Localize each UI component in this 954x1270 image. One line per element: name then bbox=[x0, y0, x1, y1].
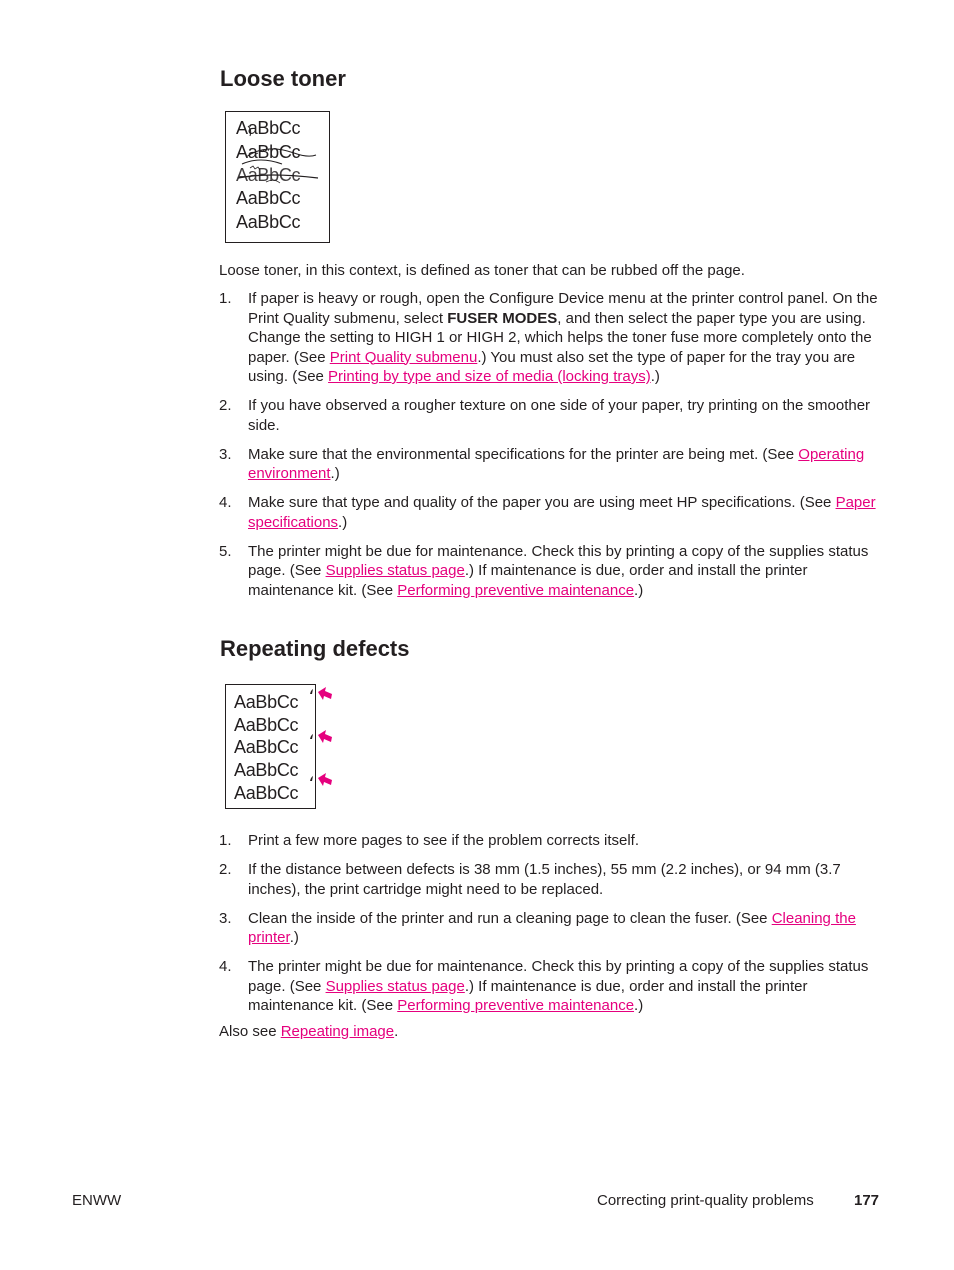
sample-line: AaBbCc bbox=[234, 692, 299, 712]
toner-smear-marks bbox=[226, 112, 329, 242]
link-performing-preventive-maintenance[interactable]: Performing preventive maintenance bbox=[397, 581, 635, 599]
list-item: 1. If paper is heavy or rough, open the Configure Device menu at the printer control panel. On the Print Quality submenu, select FUSER MODES, and then select the paper type you are using. Change the setting to HIGH 1 or HIGH 2, which helps the toner fuse more completely onto the paper. (See Print Quality submenu.) You must also set the type of paper for the tray you are using. (See Printing by type and size of media (locking trays).) bbox=[219, 290, 878, 385]
link-supplies-status-page[interactable]: Supplies status page bbox=[325, 977, 465, 995]
sample-line: AaBbCc bbox=[234, 783, 299, 803]
defect-markers bbox=[300, 684, 336, 794]
link-print-quality-submenu[interactable]: Print Quality submenu bbox=[329, 348, 478, 366]
link-printing-by-type-and-size[interactable]: Printing by type and size of media (locking trays) bbox=[328, 368, 651, 385]
link-paper-specifications[interactable]: Paper specifications bbox=[248, 494, 876, 531]
loose-toner-intro: Loose toner, in this context, is defined as toner that can be rubbed off the page. bbox=[219, 262, 745, 279]
link-supplies-status-page[interactable]: Supplies status page bbox=[325, 562, 465, 579]
list-item: 1. Print a few more pages to see if the problem corrects itself. bbox=[219, 832, 640, 849]
list-item: 3. Make sure that the environmental specifications for the printer are being met. (See Operating environment.) bbox=[219, 445, 865, 482]
link-repeating-image[interactable]: Repeating image bbox=[280, 1023, 395, 1040]
link-performing-preventive-maintenance[interactable]: Performing preventive maintenance bbox=[397, 997, 635, 1014]
loose-toner-steps bbox=[219, 289, 879, 610]
section-heading-loose-toner: Loose toner bbox=[220, 66, 346, 91]
sample-line: AaBbCc bbox=[236, 188, 301, 208]
arrow-left-icon bbox=[318, 773, 332, 786]
sample-line: AaBbCc bbox=[236, 212, 301, 232]
link-operating-environment[interactable]: Operating environment bbox=[248, 445, 865, 482]
list-item: 4. The printer might be due for maintenance. Check this by printing a copy of the supplies status page. (See Supplies status page.) If maintenance is due, order and install the printer maintenance kit. (See Performing preventive maintenance.) bbox=[219, 958, 869, 1014]
repeating-defects-steps bbox=[219, 831, 879, 1025]
list-item: 2. If the distance between defects is 38 mm (1.5 inches), 55 mm (2.2 inches), or 94 mm (3.7 inches), the print cartridge might need to be replaced. bbox=[219, 861, 841, 898]
defect-spot bbox=[310, 776, 313, 781]
list-item: 4. Make sure that type and quality of the paper you are using meet HP specifications. (See Paper specifications.) bbox=[219, 494, 876, 531]
page-number: 177 bbox=[854, 1192, 880, 1209]
also-see-line: Also see Repeating image. bbox=[219, 1023, 399, 1040]
list-item: 3. Clean the inside of the printer and run a cleaning page to clean the fuser. (See Cleaning the printer.) bbox=[219, 909, 856, 946]
link-cleaning-the-printer[interactable]: Cleaning the printer bbox=[248, 909, 856, 946]
sample-line: AaBbCc bbox=[236, 142, 301, 162]
sample-line: AaBbCc bbox=[234, 760, 299, 780]
arrow-left-icon bbox=[318, 730, 332, 743]
defect-spot bbox=[310, 734, 313, 739]
defect-spot bbox=[310, 689, 313, 694]
sample-line: AaBbCc bbox=[234, 715, 299, 735]
sample-line: AaBbCc bbox=[234, 737, 299, 757]
footer-section-title: Correcting print-quality problems bbox=[597, 1192, 814, 1209]
sample-line-smeared: AaBbCc bbox=[236, 165, 301, 185]
list-item: 5. The printer might be due for maintenance. Check this by printing a copy of the supplies status page. (See Supplies status page.) If maintenance is due, order and install the printer maintenance kit. (See Performing preventive maintenance.) bbox=[219, 542, 869, 599]
footer-left-label: ENWW bbox=[72, 1192, 122, 1209]
sample-line: AaBbCc bbox=[236, 118, 301, 138]
arrow-left-icon bbox=[318, 687, 332, 700]
loose-toner-sample-image bbox=[225, 111, 330, 243]
list-item: 2. If you have observed a rougher texture on one side of your paper, try printing on the smoother side. bbox=[219, 397, 871, 434]
section-heading-repeating-defects: Repeating defects bbox=[220, 636, 410, 661]
